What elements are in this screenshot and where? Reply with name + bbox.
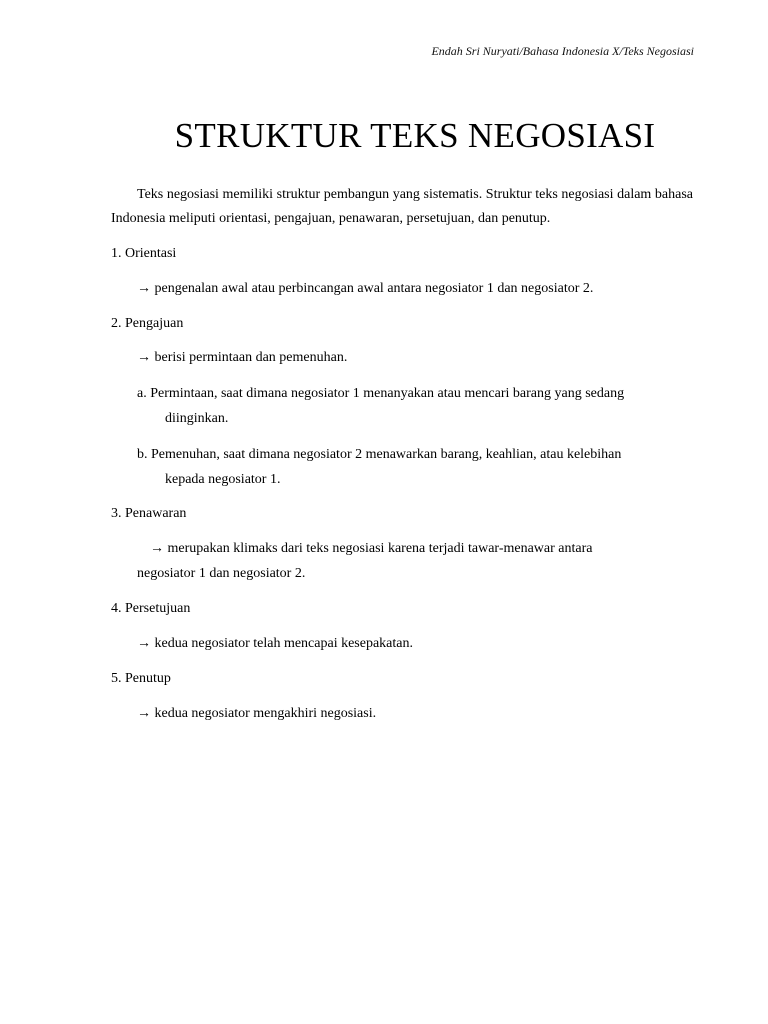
- running-header: Endah Sri Nuryati/Bahasa Indonesia X/Teks Negosiasi: [431, 44, 694, 58]
- section-heading-orientasi: 1. Orientasi: [111, 246, 177, 261]
- section-desc-persetujuan: → kedua negosiator telah mencapai kesepakatan.: [137, 636, 413, 651]
- subitem-pemenuhan-line2: kepada negosiator 1.: [165, 472, 281, 487]
- section-desc-penutup: → kedua negosiator mengakhiri negosiasi.: [137, 706, 377, 721]
- subitem-pemenuhan-line1: b. Pemenuhan, saat dimana negosiator 2 menawarkan barang, keahlian, atau kelebihan: [137, 447, 622, 462]
- page-title: STRUKTUR TEKS NEGOSIASI: [174, 116, 656, 155]
- section-heading-penutup: 5. Penutup: [111, 671, 171, 686]
- intro-paragraph: Teks negosiasi memiliki struktur pembangun yang sistematis. Struktur teks negosiasi dalam bahasa Indonesia meliputi orientasi, pengajuan, penawaran, persetujuan, dan penutup.: [111, 187, 693, 226]
- section-heading-persetujuan: 4. Persetujuan: [111, 601, 191, 616]
- subitem-pemenuhan: [137, 442, 689, 492]
- subitem-permintaan-line1: a. Permintaan, saat dimana negosiator 1 menanyakan atau mencari barang yang sedang: [137, 386, 625, 401]
- section-heading-penawaran: 3. Penawaran: [111, 506, 187, 521]
- section-desc-pengajuan: → berisi permintaan dan pemenuhan.: [137, 350, 348, 365]
- subitem-permintaan-line2: diinginkan.: [165, 411, 229, 426]
- section-desc-penawaran-line1: → merupakan klimaks dari teks negosiasi karena terjadi tawar-menawar antara: [150, 541, 593, 556]
- subitem-permintaan: [137, 381, 689, 431]
- section-desc-penawaran-line2: negosiator 1 dan negosiator 2.: [137, 566, 306, 581]
- section-desc-orientasi: → pengenalan awal atau perbincangan awal antara negosiator 1 dan negosiator 2.: [137, 281, 594, 296]
- section-heading-pengajuan: 2. Pengajuan: [111, 316, 184, 331]
